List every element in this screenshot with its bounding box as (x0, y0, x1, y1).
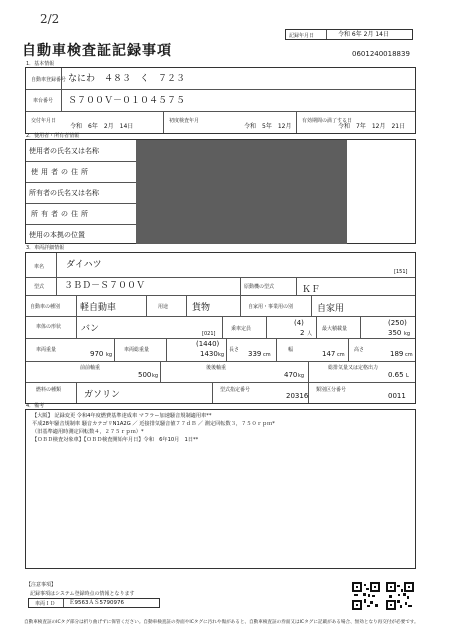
section1-title: 1．基本情報 (26, 61, 55, 67)
height-label: 高さ (354, 347, 365, 353)
capacity-top: (4) (294, 319, 304, 327)
gross-weight-label: 車両総重量 (124, 347, 150, 353)
maker-code: [151] (394, 269, 408, 275)
front-axle-label: 前前軸重 (80, 365, 101, 371)
vehicle-id-value: Ｅ9563ＡＳ5790976 (69, 600, 124, 606)
category-label: 類別区分番号 (316, 387, 347, 393)
redacted-owner-info (136, 140, 347, 244)
fuel-label: 燃料の種類 (36, 387, 62, 393)
private-value: 自家用 (317, 304, 345, 314)
record-date-box (285, 29, 413, 40)
document-number: 0601240018839 (352, 50, 410, 58)
handwritten-note: 2/2 (40, 12, 60, 26)
length-value: 339 (248, 350, 262, 358)
length-label: 長さ (229, 347, 240, 353)
remark-line: 【大阪】 記録変更 令和4年度燃費基準達成車 マフラー加速騒音規制適用車** (32, 413, 212, 419)
user-name-label: 使用者の氏名又は名称 (29, 147, 99, 155)
remark-line: （旧基準適用時測定回転数４，２７５ｒｐｍ）* (32, 429, 144, 435)
issue-date-label: 交付年月日 (31, 118, 57, 124)
body-label: 車体の形状 (36, 324, 62, 330)
section2-title: 2．使用者・所有者情報 (26, 133, 80, 139)
issue-date-value: 令和 6年 2月 14日 (70, 123, 134, 130)
front-axle-unit: kg (152, 373, 159, 379)
owner-name-label: 所有者の氏名又は名称 (29, 189, 99, 197)
record-date-label: 記録年月日 (289, 33, 315, 39)
maker-value: ダイハツ (66, 260, 102, 270)
basic-info-table (25, 67, 416, 134)
vehicle-id-box (28, 598, 160, 608)
qr-code-icon (386, 582, 414, 610)
length-unit: cm (263, 352, 271, 358)
chassis-value: Ｓ７００Ｖ－０１０４５７５ (68, 96, 186, 106)
rear-axle-value: 470 (284, 371, 298, 379)
owner-address-label: 所有者の住所 (31, 210, 91, 218)
notes-line: 記録事項はシステム登録時点の情報となります (30, 591, 135, 597)
remark-line: 【ＯＢＤ検査対象車】【ＯＢＤ検査開始年月日】令和 6年10月 1日** (32, 437, 199, 443)
section4-title: 4．備考 (26, 403, 45, 409)
use-value: 貨物 (192, 303, 211, 313)
qr-code-icon (352, 582, 380, 610)
notes-title: 【注意事項】 (26, 582, 57, 588)
height-value: 189 (390, 350, 404, 358)
chassis-label: 車台番号 (33, 98, 54, 104)
category-value: 0011 (388, 392, 406, 400)
engine-value: ＫＦ (302, 285, 321, 295)
weight-value: 970 (90, 350, 104, 358)
expiry-value: 令和 7年 12月 21日 (338, 123, 406, 130)
weight-label: 車両重量 (36, 347, 57, 353)
front-axle-value: 500 (138, 371, 152, 379)
designation-label: 型式指定番号 (220, 387, 251, 393)
maker-label: 車名 (34, 264, 45, 270)
use-label: 用途 (158, 304, 169, 310)
record-date-value: 令和 6年 2月 14日 (338, 31, 389, 38)
remarks-box (25, 409, 416, 569)
model-value: ３ＢＤ－Ｓ７００Ｖ (64, 281, 146, 291)
displacement-label: 総排気量又は定格出力 (328, 365, 379, 371)
model-label: 型式 (34, 284, 45, 290)
reg-number-value: なにわ ４８３ く ７２３ (68, 74, 186, 84)
rear-axle-unit: kg (298, 373, 305, 379)
footer-note: 自動車検査証のICタグ部分は折り曲げずに保管ください。自動車検査証の券面やICタグに汚れや傷があると、自動車検査証の券面又はICタグに記載がある場合、無効となり再交付が必要です。 (24, 620, 419, 625)
capacity-label: 乗車定員 (231, 326, 252, 332)
maxload-label: 最大積載量 (322, 326, 348, 332)
engine-label: 原動機の型式 (244, 284, 275, 290)
user-address-label: 使用者の住所 (31, 168, 91, 176)
capacity-unit: 人 (307, 331, 313, 337)
kind-label: 自動車の種別 (30, 304, 61, 310)
body-code: [021] (202, 331, 216, 337)
gross-weight-unit: kg (218, 352, 225, 358)
height-unit: cm (405, 352, 413, 358)
section3-title: 3．車両詳細情報 (26, 245, 65, 251)
width-label: 幅 (288, 347, 294, 353)
maxload-value: 350 (388, 329, 402, 337)
vehicle-id-label: 車両ＩＤ (35, 601, 56, 607)
body-value: バン (81, 324, 100, 334)
displacement-value: 0.65 (388, 371, 404, 379)
remark-line: 平成28年騒音規制車 騒音カテゴリN1A2G ／ 近接排気騒音値７７ｄＢ ／ 測定回転数３，７５０ｒｐｍ* (32, 421, 275, 427)
rear-axle-label: 後後軸重 (206, 365, 227, 371)
reg-number-label: 自動車登録番号 (31, 77, 67, 83)
kind-value: 軽自動車 (80, 303, 117, 313)
width-value: 147 (322, 350, 336, 358)
gross-weight-value: 1430 (200, 350, 218, 358)
designation-value: 20316 (286, 392, 309, 400)
base-location-label: 使用の本拠の位置 (29, 231, 85, 239)
width-unit: cm (337, 352, 345, 358)
displacement-unit: L (406, 373, 409, 379)
private-label: 自家用・事業用の別 (248, 304, 294, 310)
capacity-value: 2 (300, 329, 305, 337)
first-registration-label: 初度検査年月 (169, 118, 200, 124)
maxload-top: (250) (388, 319, 407, 327)
maxload-unit: kg (404, 331, 411, 337)
page-title: 自動車検査証記録事項 (22, 43, 172, 59)
fuel-value: ガソリン (84, 390, 121, 400)
gross-weight-top: (1440) (196, 340, 220, 348)
vehicle-detail-table (25, 252, 416, 404)
first-registration-value: 令和 5年 12月 (244, 123, 292, 130)
expiry-label: 有効期間の満了する日 (302, 118, 353, 124)
weight-unit: kg (106, 352, 113, 358)
